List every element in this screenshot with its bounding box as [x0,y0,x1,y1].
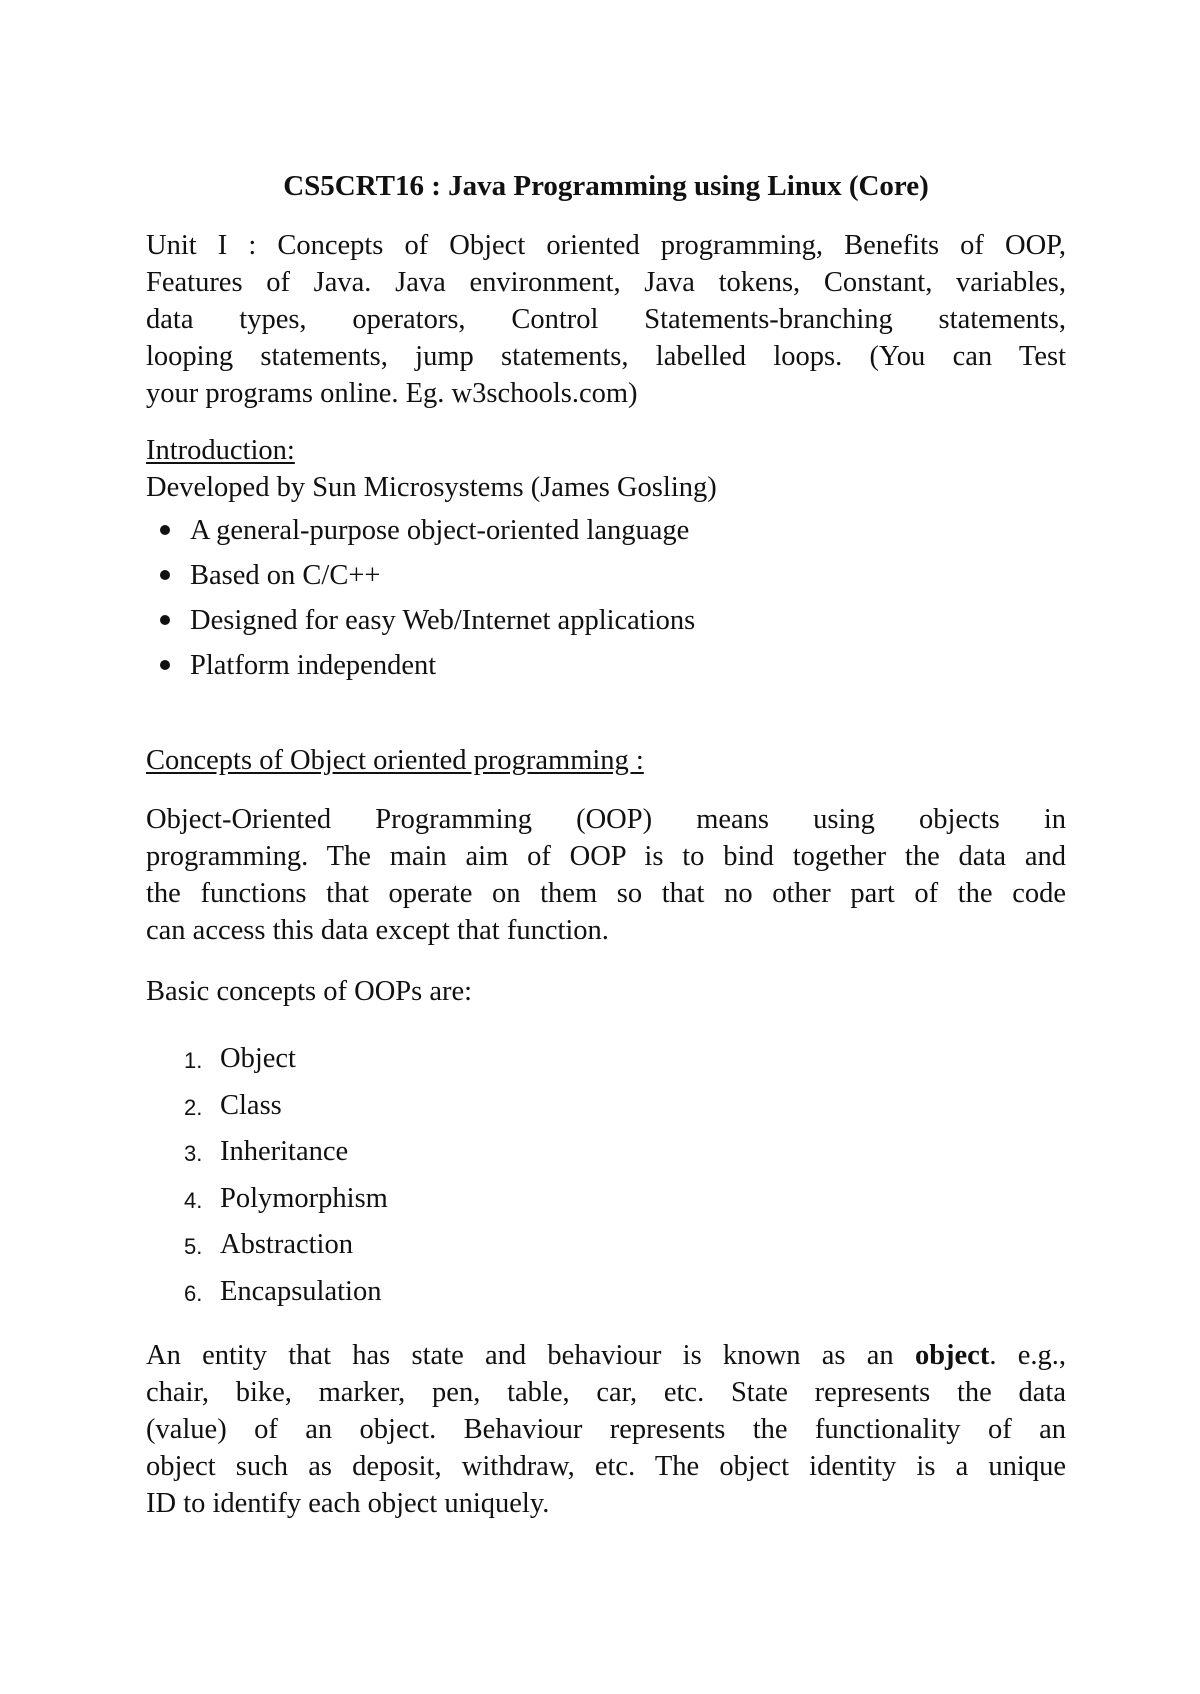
list-label: Abstraction [220,1229,353,1260]
unit-line: looping statements, jump statements, labelled loops. (You can Test [146,341,1066,372]
oop-line: the functions that operate on them so that no other part of the code [146,878,1066,909]
oop-line: programming. The main aim of OOP is to bind together the data and [146,841,1066,872]
list-item [146,1226,1066,1273]
object-line: ID to identify each object uniquely. [146,1488,550,1519]
list-label: Encapsulation [220,1275,382,1307]
introduction-bullet-list [146,512,1066,684]
object-line: (value) of an object. Behaviour represents the functionality of an [146,1414,1066,1445]
document-content [146,168,1066,1522]
list-number: 5. [184,1234,203,1259]
unit-description [146,227,1066,412]
introduction-section [146,432,1066,684]
bullet-text: Designed for easy Web/Internet applications [190,605,696,636]
unit-line: data types, operators, Control Statements-branching statements, [146,304,1066,335]
list-number: 6. [184,1280,203,1306]
bullet-item [146,512,1066,549]
bullet-icon [160,570,170,580]
list-label: Polymorphism [220,1182,388,1214]
bullet-item [146,647,1066,684]
list-item [146,1133,1066,1180]
list-number: 3. [184,1141,203,1166]
object-line: chair, bike, marker, pen, table, car, etc. State represents the data [146,1377,1066,1408]
object-definition-paragraph [146,1337,1066,1522]
bullet-text: A general-purpose object-oriented language [190,515,690,546]
list-item [146,1040,1066,1087]
list-label: Class [220,1089,282,1121]
bullet-item [146,602,1066,639]
oop-definition-paragraph [146,801,1066,949]
bullet-icon [160,525,170,535]
concepts-heading: Concepts of Object oriented programming : [146,745,644,776]
bullet-item [146,557,1066,594]
object-line: An entity that has state and behaviour is known as an object. e.g., [146,1340,1066,1371]
list-item [146,1180,1066,1227]
developed-by-text: Developed by Sun Microsystems (James Gosling) [146,472,717,503]
unit-line: Features of Java. Java environment, Java tokens, Constant, variables, [146,267,1066,298]
introduction-heading: Introduction: [146,435,295,466]
list-label: Inheritance [220,1136,349,1167]
bullet-text: Based on C/C++ [190,560,381,591]
list-number: 2. [184,1094,203,1120]
bullet-text: Platform independent [190,650,437,681]
unit-line: Unit I : Concepts of Object oriented programming, Benefits of OOP, [146,230,1066,261]
object-line: object such as deposit, withdraw, etc. The object identity is a unique [146,1451,1066,1482]
list-number: 4. [184,1187,203,1213]
bullet-icon [160,660,170,670]
document-title: CS5CRT16 : Java Programming using Linux (Core) [283,170,929,202]
list-number: 1. [184,1048,203,1073]
unit-line: your programs online. Eg. w3schools.com) [146,378,638,409]
list-label: Object [220,1043,296,1074]
basic-concepts-heading: Basic concepts of OOPs are: [146,976,473,1007]
oop-line: Object-Oriented Programming (OOP) means using objects in [146,804,1066,835]
list-item [146,1087,1066,1134]
basic-concepts-list [146,1040,1066,1319]
oop-line: can access this data except that function. [146,915,609,946]
object-term: object [914,1340,990,1371]
list-item [146,1273,1066,1320]
bullet-icon [160,615,170,625]
